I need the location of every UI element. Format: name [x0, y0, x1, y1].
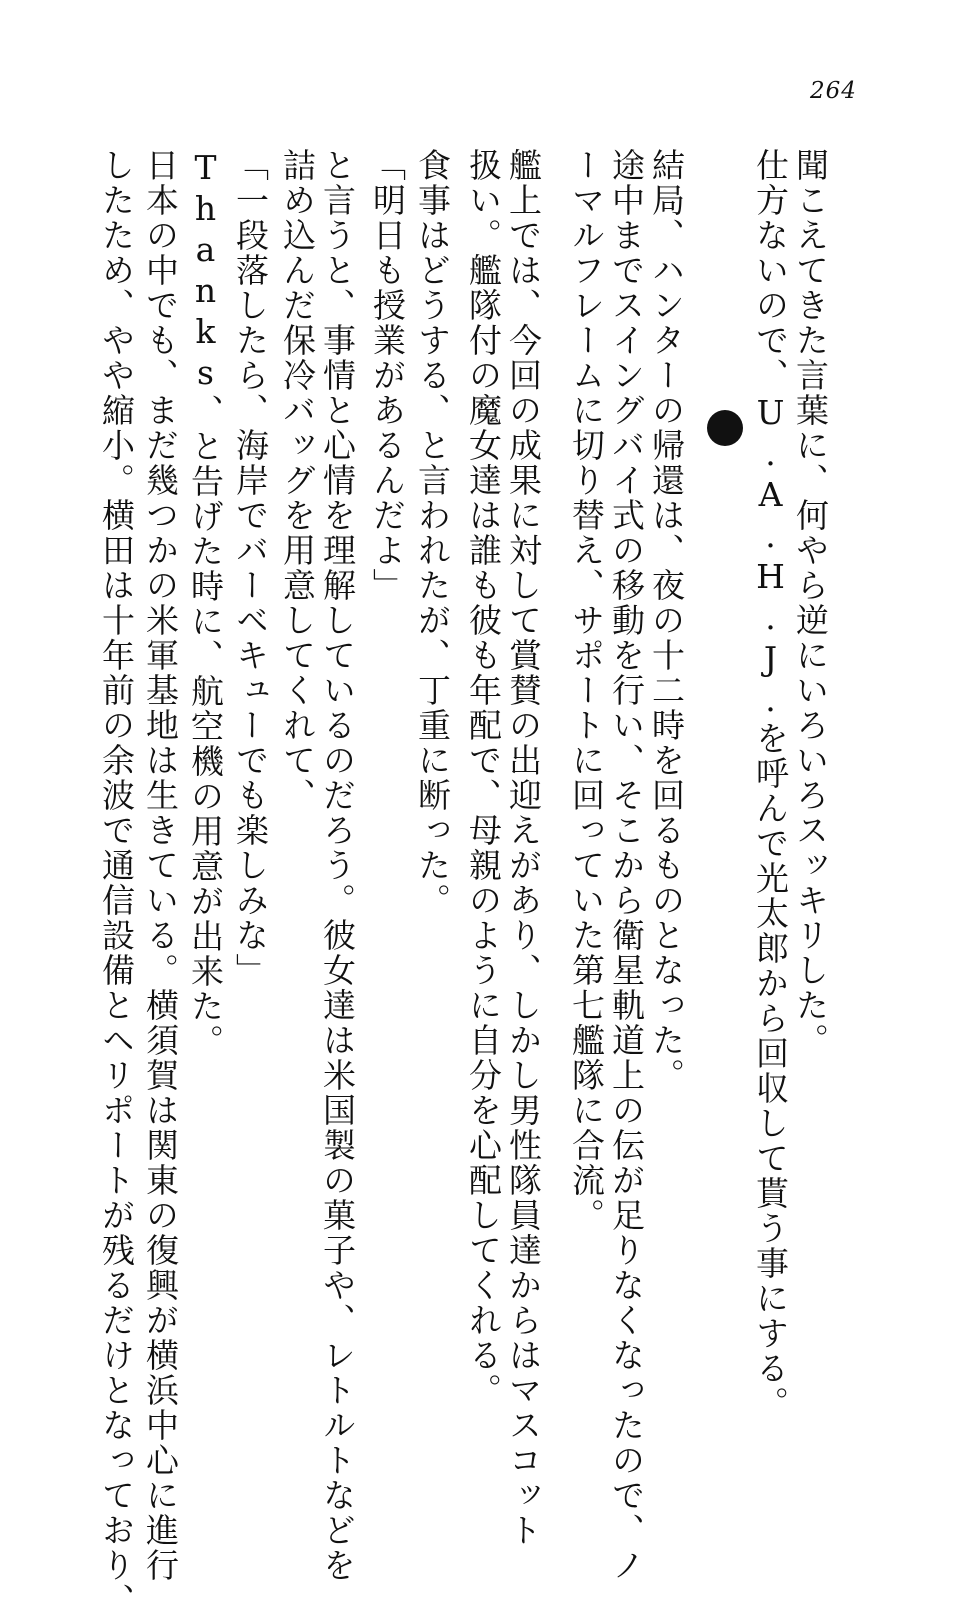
text-column-1: 聞こえてきた言葉に、何やら逆にいろいろスッキリした。 [791, 148, 830, 1058]
text-column-14: 日本の中でも、まだ幾つかの米軍基地は生きている。横須賀は関東の復興が横浜中心に進行 [141, 148, 180, 1583]
text-column-7: 扱い。艦隊付の魔女達は誰も彼も年配で、母親のように自分を心配してくれる。 [464, 148, 503, 1408]
text-column-3: 結局、ハンターの帰還は、夜の十二時を回るものとなった。 [647, 148, 686, 1093]
text-column-2: 仕方ないので、U.A.H.J.を呼んで光太郎から回収して貰う事にする。 [751, 148, 790, 1421]
text-column-10: と言うと、事情と心情を理解しているのだろう。彼女達は米国製の菓子や、レトルトなどを [318, 148, 357, 1583]
text-column-8: 食事はどうする、と言われたが、丁重に断った。 [413, 148, 452, 918]
text-column-12: 「一段落したら、海岸でバーベキューでも楽しみな」 [231, 148, 270, 988]
scene-break-dot [707, 410, 743, 446]
text-column-15: したため、やや縮小。横田は十年前の余波で通信設備とヘリポートが残るだけとなっており、 [97, 148, 136, 1618]
text-column-9: 「明日も授業があるんだよ」 [368, 148, 407, 603]
text-column-13: Thanks、と告げた時に、航空機の用意が出来た。 [186, 148, 225, 1059]
text-column-6: 艦上では、今回の成果に対して賞賛の出迎えがあり、しかし男性隊員達からはマスコット [504, 148, 543, 1548]
text-column-11: 詰め込んだ保冷バッグを用意してくれて、 [278, 148, 317, 813]
page-number: 264 [810, 78, 857, 104]
text-column-5: ーマルフレームに切り替え、サポートに回っていた第七艦隊に合流。 [567, 148, 606, 1233]
text-column-4: 途中までスイングバイ式の移動を行い、そこから衛星軌道上の伝が足りなくなったので、ノ [607, 148, 646, 1583]
